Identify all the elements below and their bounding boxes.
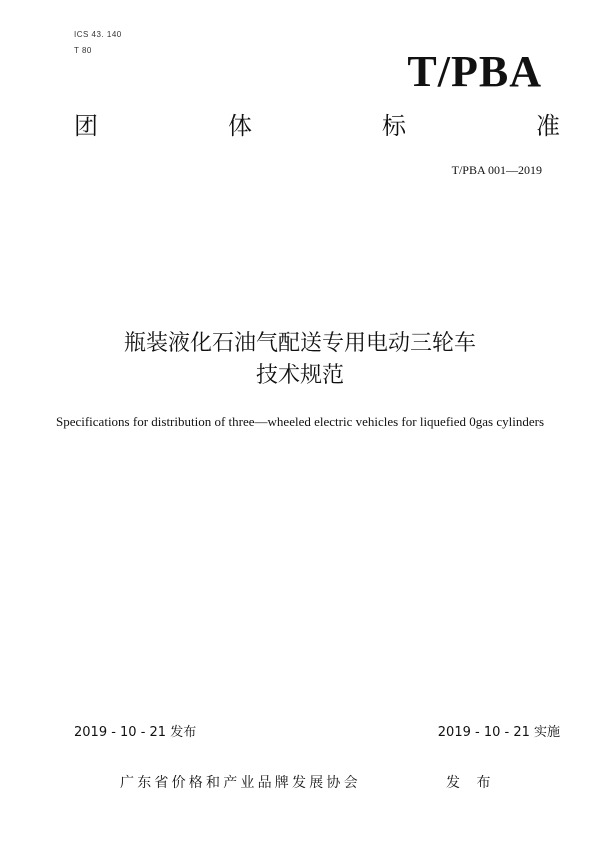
- title-chinese-line1: 瓶装液化石油气配送专用电动三轮车: [123, 331, 476, 356]
- classification-code: T 80: [74, 46, 92, 55]
- header-divider: [74, 153, 560, 154]
- standard-kind-char: 准: [536, 112, 560, 140]
- title-chinese-line2: 技术规范: [255, 363, 344, 388]
- implementation-date: 2019 - 10 - 21 实施: [437, 725, 560, 740]
- issue-date: 2019 - 10 - 21 发布: [74, 725, 197, 740]
- standard-kind-char: 团: [74, 112, 98, 140]
- standard-kind-char: 标: [382, 112, 406, 140]
- ics-number: ICS 43. 140: [74, 30, 122, 39]
- issuer-action: 发 布: [446, 775, 497, 791]
- standard-code: T/PBA 001—2019: [451, 163, 542, 177]
- standard-kind: [74, 114, 560, 138]
- standard-logo: T/PBA: [407, 47, 542, 96]
- standard-kind-char: 体: [228, 112, 252, 140]
- issuer-name: 广东省价格和产业品牌发展协会: [120, 775, 361, 791]
- title-english: Specifications for distribution of three—wheeled electric vehicles for liquefied 0gas cylinders: [55, 414, 545, 429]
